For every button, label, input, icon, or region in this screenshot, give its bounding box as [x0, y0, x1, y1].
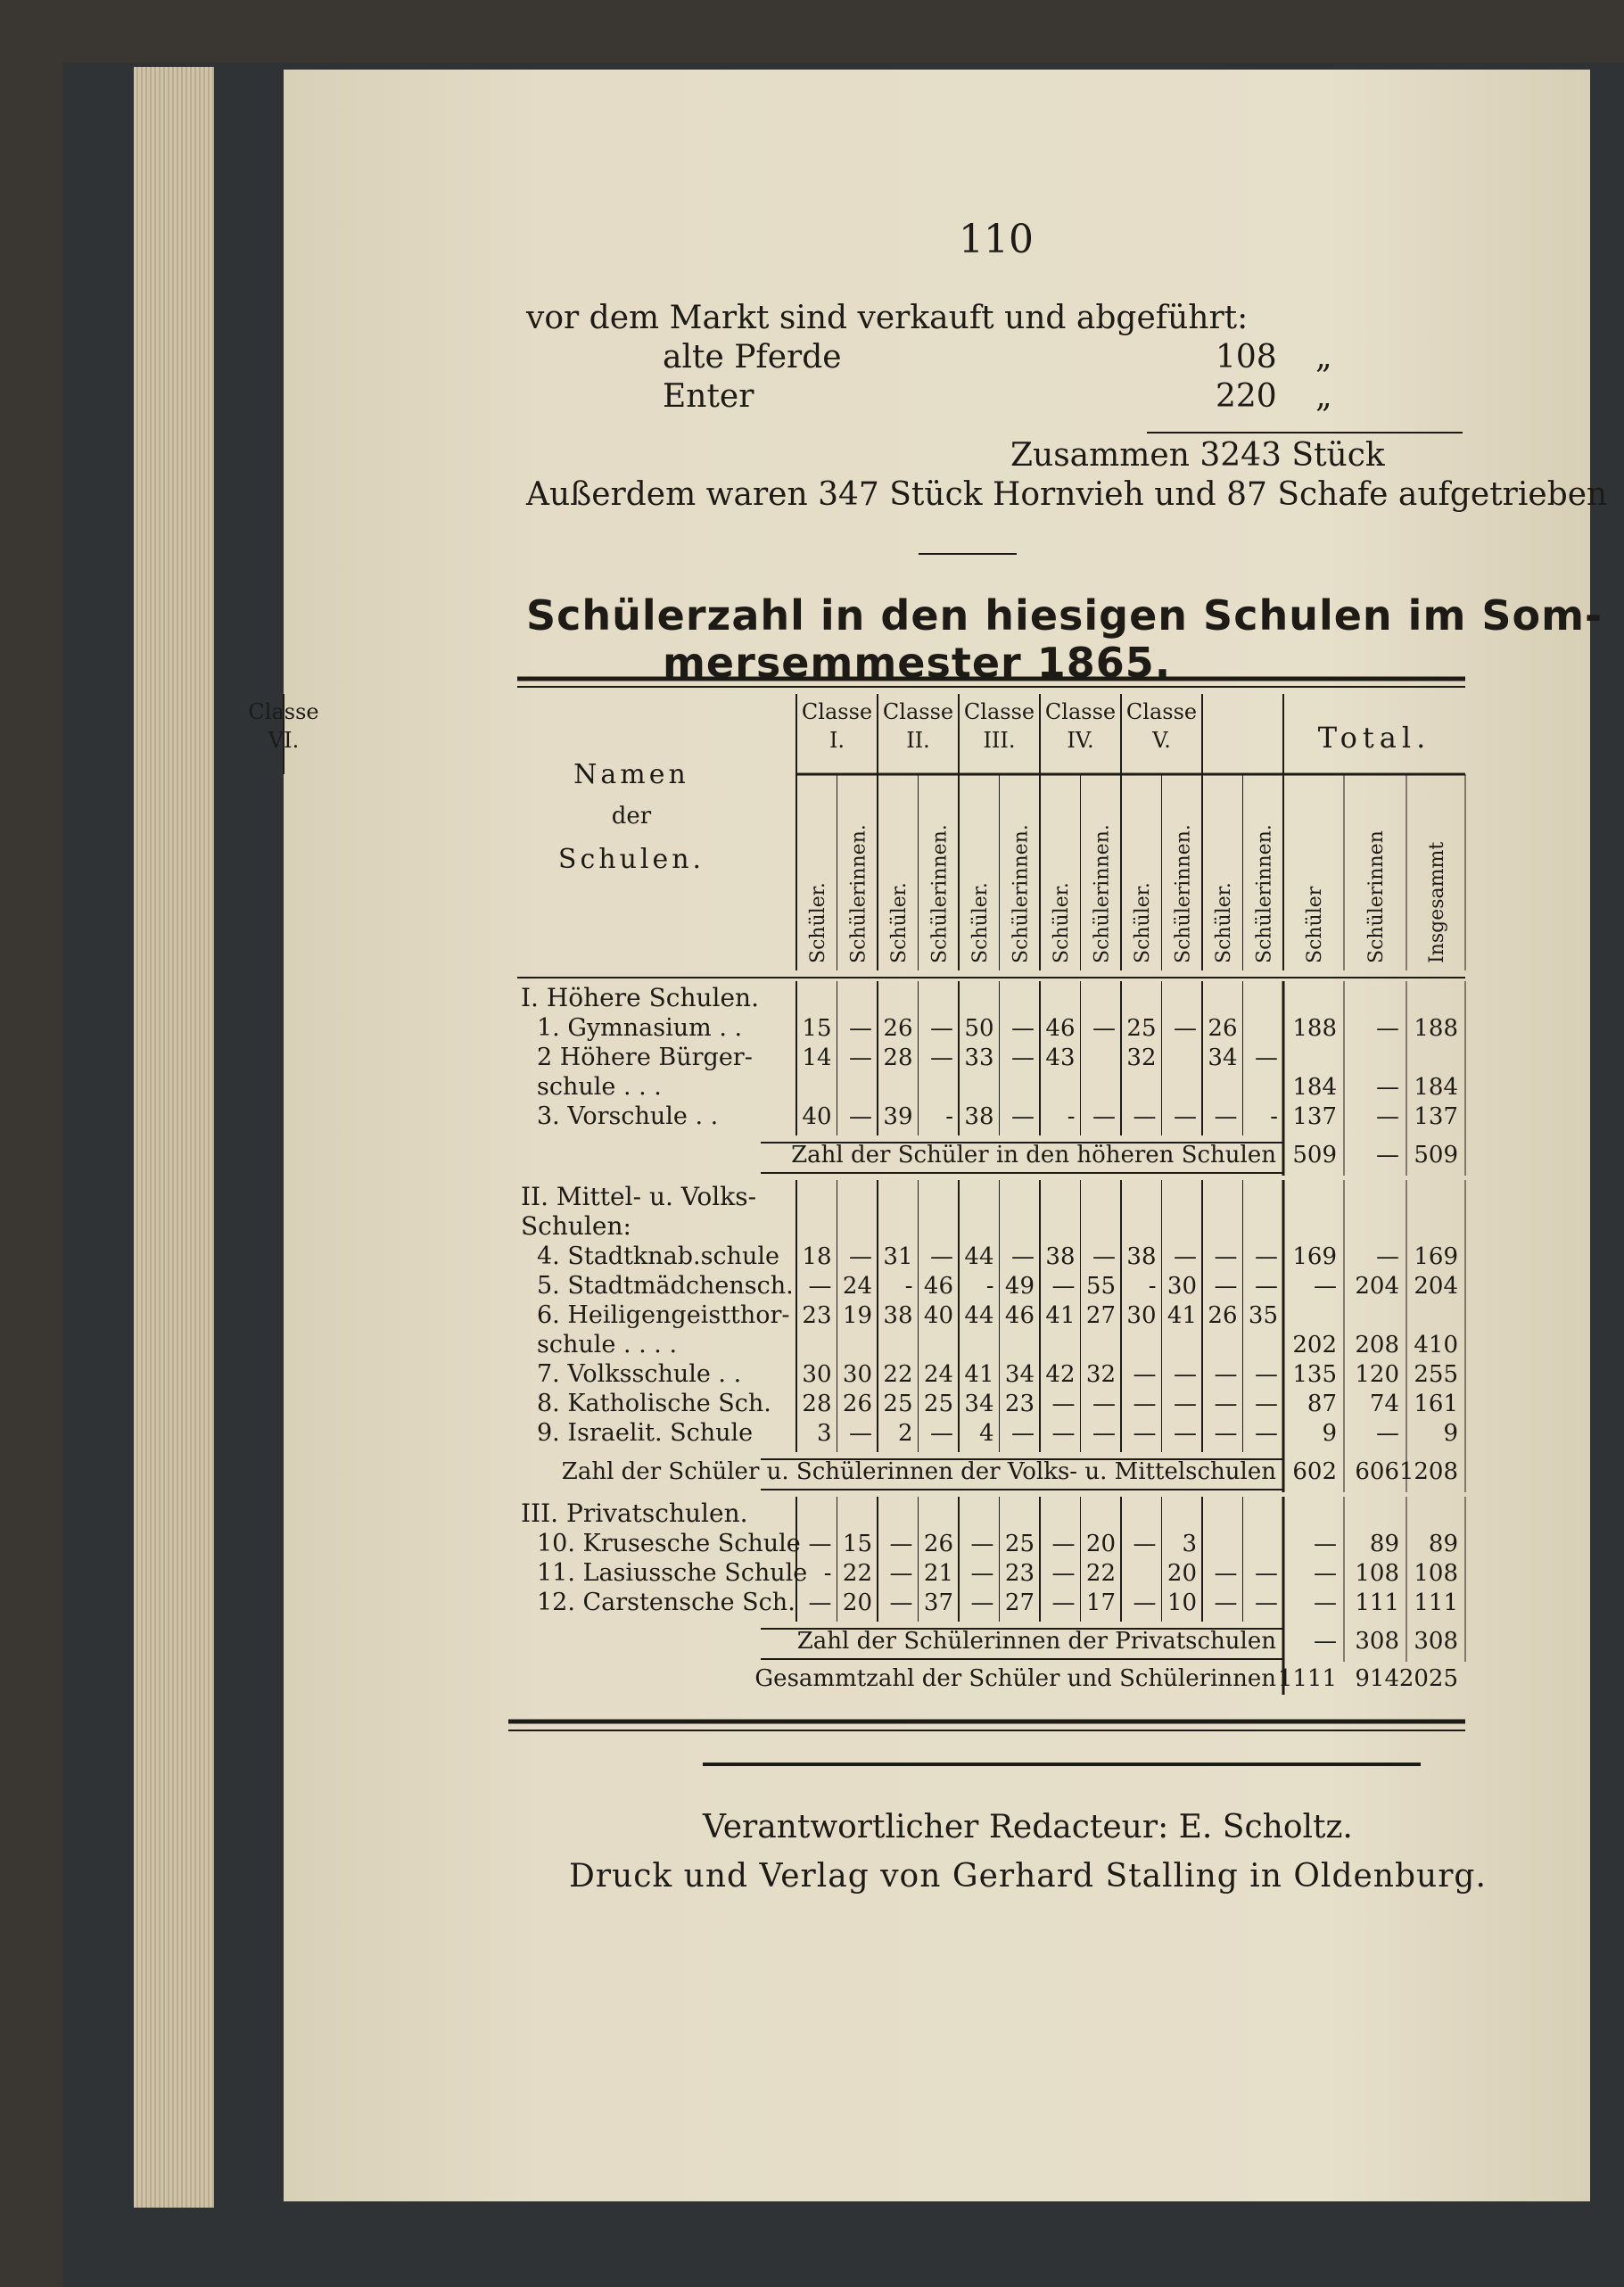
section-sum-total: — [1376, 1142, 1399, 1168]
total-count: 255 [1414, 1361, 1458, 1388]
total-count: 161 [1414, 1391, 1458, 1417]
class-count: 46 [1045, 1015, 1076, 1042]
sub-header: Schüler. [806, 882, 829, 963]
class-count: — [1133, 1589, 1157, 1616]
class-count: - [985, 1273, 994, 1300]
section-heading: III. Privatschulen. [521, 1499, 748, 1528]
market-row-label: Enter [663, 378, 754, 415]
class-count: — [849, 1420, 872, 1447]
class-count: 24 [842, 1273, 872, 1300]
total-sub-header: Schüler [1304, 886, 1326, 963]
class-count: — [1051, 1391, 1076, 1417]
total-count: — [1376, 1243, 1399, 1270]
section-heading: I. Höhere Schulen. [521, 983, 759, 1012]
class-count: — [1092, 1243, 1116, 1270]
class-count: — [1051, 1273, 1076, 1300]
class-count: 26 [1208, 1302, 1238, 1329]
school-name: 3. Vorschule . . [537, 1102, 719, 1130]
school-name: 2 Höhere Bürger- [537, 1044, 753, 1071]
class-count: 25 [1126, 1015, 1157, 1042]
school-name: 1. Gymnasium . . [537, 1014, 743, 1042]
class-count: — [1214, 1420, 1238, 1447]
total-sub-header: Schülerinnen [1365, 830, 1388, 963]
class-count: 21 [923, 1560, 953, 1587]
class-count: — [1051, 1589, 1076, 1616]
school-name: 8. Katholische Sch. [537, 1390, 771, 1417]
total-count: 208 [1355, 1332, 1399, 1358]
class-count: 39 [883, 1103, 913, 1130]
class-count: — [1255, 1420, 1278, 1447]
total-count: 9 [1322, 1420, 1337, 1447]
class-count: — [1133, 1361, 1157, 1388]
class-count: — [1011, 1044, 1035, 1071]
class-count: — [889, 1560, 913, 1587]
class-header-number: VI. [268, 728, 300, 753]
class-count: 46 [1004, 1302, 1035, 1329]
class-count: — [1174, 1243, 1197, 1270]
total-count: 108 [1414, 1560, 1458, 1587]
total-count: 202 [1292, 1332, 1337, 1358]
school-name: 9. Israelit. Schule [537, 1419, 754, 1447]
class-count: 35 [1248, 1302, 1278, 1329]
total-count: 137 [1414, 1103, 1458, 1130]
names-header: Namen [573, 759, 689, 790]
sub-header: Schülerinnen. [1172, 824, 1195, 963]
names-header: Schulen. [557, 844, 705, 875]
class-count: — [808, 1589, 832, 1616]
total-count: 111 [1414, 1589, 1458, 1616]
class-count: 20 [842, 1589, 872, 1616]
school-name: schule . . . [537, 1073, 662, 1101]
class-count: 33 [964, 1044, 994, 1071]
section-sum-label: Zahl der Schüler u. Schülerinnen der Volks- u. Mittelschulen [561, 1458, 1276, 1485]
grand-total-value: 2025 [1398, 1665, 1458, 1692]
total-count: — [1376, 1074, 1399, 1101]
class-count: - [1148, 1273, 1157, 1300]
class-count: 3 [1182, 1531, 1197, 1557]
class-count: 55 [1085, 1273, 1116, 1300]
class-count: — [1174, 1420, 1197, 1447]
class-count: — [1051, 1420, 1076, 1447]
class-count: — [1255, 1361, 1278, 1388]
sub-header: Schülerinnen. [847, 824, 870, 963]
class-count: — [930, 1420, 953, 1447]
class-count: — [1214, 1560, 1238, 1587]
class-count: — [1255, 1589, 1278, 1616]
class-count: 34 [1208, 1044, 1238, 1071]
class-count: — [1092, 1420, 1116, 1447]
class-count: — [1255, 1243, 1278, 1270]
class-count: - [945, 1103, 953, 1130]
class-count: 32 [1085, 1361, 1116, 1388]
class-count: — [808, 1531, 832, 1557]
section-sum-total: 606 [1355, 1458, 1399, 1485]
class-count: 44 [964, 1302, 994, 1329]
school-name: 7. Volksschule . . [537, 1360, 742, 1388]
school-name: 12. Carstensche Sch. [537, 1589, 796, 1616]
class-count: 41 [1166, 1302, 1197, 1329]
class-header: Classe [882, 699, 954, 724]
class-count: 38 [964, 1103, 994, 1130]
class-count: 38 [1045, 1243, 1076, 1270]
class-count: — [1214, 1243, 1238, 1270]
class-count: 42 [1045, 1361, 1076, 1388]
class-count: — [1011, 1103, 1035, 1130]
total-count: 74 [1369, 1391, 1399, 1417]
class-count: 15 [802, 1015, 832, 1042]
total-count: 169 [1414, 1243, 1458, 1270]
class-count: 30 [1166, 1273, 1197, 1300]
class-count: 28 [802, 1391, 832, 1417]
market-total: Zusammen 3243 Stück [1010, 437, 1385, 474]
class-count: — [1092, 1103, 1116, 1130]
class-count: - [1270, 1103, 1278, 1130]
class-count: 30 [802, 1361, 832, 1388]
market-row-label: alte Pferde [663, 339, 842, 376]
class-count: 26 [883, 1015, 913, 1042]
class-count: — [1255, 1044, 1278, 1071]
class-count: 32 [1126, 1044, 1157, 1071]
class-count: 26 [1208, 1015, 1238, 1042]
class-count: 28 [883, 1044, 913, 1071]
sub-header: Schülerinnen. [1253, 824, 1276, 963]
class-header: Classe [1125, 699, 1198, 724]
sub-header: Schüler. [969, 882, 992, 963]
class-count: 18 [802, 1243, 832, 1270]
class-count: 19 [842, 1302, 872, 1329]
total-count: 184 [1414, 1074, 1458, 1101]
total-count: 137 [1292, 1103, 1337, 1130]
class-header: Classe [1044, 699, 1117, 724]
class-count: 14 [802, 1044, 832, 1071]
sub-header: Schüler. [1212, 882, 1235, 963]
section-heading: II. Mittel- u. Volks- [521, 1182, 757, 1211]
class-count: 30 [1126, 1302, 1157, 1329]
page-edges [134, 67, 214, 2208]
class-count: — [970, 1560, 994, 1587]
class-header: Classe [801, 699, 873, 724]
class-count: - [823, 1560, 832, 1587]
class-header-number: I. [828, 728, 845, 753]
class-count: — [1255, 1391, 1278, 1417]
class-count: — [930, 1044, 953, 1071]
table-title-cont: mersemmester 1865. [663, 639, 1172, 687]
class-count: 43 [1045, 1044, 1076, 1071]
class-count: 4 [978, 1420, 994, 1447]
class-count: — [930, 1243, 953, 1270]
class-count: 20 [1085, 1531, 1116, 1557]
class-count: 44 [964, 1243, 994, 1270]
class-count: 30 [842, 1361, 872, 1388]
total-sub-header: Insgesammt [1426, 841, 1448, 963]
total-count: 204 [1414, 1273, 1458, 1300]
class-count: 3 [816, 1420, 832, 1447]
school-name: 5. Stadtmädchensch. [537, 1272, 794, 1300]
class-count: 22 [883, 1361, 913, 1388]
class-count: 26 [923, 1531, 953, 1557]
class-count: — [1214, 1273, 1238, 1300]
sub-header: Schülerinnen. [928, 824, 952, 963]
class-count: 25 [883, 1391, 913, 1417]
section-sum-total: 509 [1414, 1142, 1458, 1168]
class-count: — [1133, 1531, 1157, 1557]
sub-header: Schülerinnen. [1091, 824, 1114, 963]
class-count: — [1214, 1361, 1238, 1388]
total-count: 184 [1292, 1074, 1337, 1101]
total-count: 9 [1443, 1420, 1458, 1447]
class-count: 37 [923, 1589, 953, 1616]
class-count: — [1011, 1420, 1035, 1447]
class-count: — [1174, 1361, 1197, 1388]
school-name: 6. Heiligengeistthor- [537, 1301, 790, 1329]
class-count: 38 [1126, 1243, 1157, 1270]
class-header: Classe [248, 699, 319, 724]
total-count: 111 [1355, 1589, 1399, 1616]
section-sum-label: Zahl der Schüler in den höheren Schulen [791, 1142, 1276, 1168]
class-count: — [1174, 1103, 1197, 1130]
class-count: 24 [923, 1361, 953, 1388]
class-count: 27 [1085, 1302, 1116, 1329]
total-count: 108 [1355, 1560, 1399, 1587]
class-count: — [849, 1015, 872, 1042]
footer-editor: Verantwortlicher Redacteur: E. Scholtz. [703, 1809, 1353, 1845]
class-header-number: V. [1152, 728, 1171, 753]
class-count: — [849, 1243, 872, 1270]
class-count: 2 [897, 1420, 913, 1447]
market-intro: vor dem Markt sind verkauft und abgeführt: [526, 300, 1249, 336]
class-count: 34 [1004, 1361, 1035, 1388]
class-count: — [1214, 1391, 1238, 1417]
class-header-number: II. [906, 728, 930, 753]
class-count: — [1011, 1015, 1035, 1042]
sub-header: Schüler. [1050, 882, 1073, 963]
sub-header: Schüler. [887, 882, 911, 963]
market-row-unit: „ [1315, 339, 1332, 376]
class-count: — [849, 1103, 872, 1130]
class-count: 26 [842, 1391, 872, 1417]
book-page [248, 70, 1608, 2201]
total-count: 89 [1428, 1531, 1458, 1557]
section-heading: Schulen: [521, 1211, 631, 1241]
total-header: Total. [1317, 721, 1431, 755]
class-count: 10 [1166, 1589, 1197, 1616]
class-count: — [1174, 1015, 1197, 1042]
class-count: — [808, 1273, 832, 1300]
class-count: 15 [842, 1531, 872, 1557]
class-count: 17 [1085, 1589, 1116, 1616]
school-name: schule . . . . [537, 1331, 678, 1358]
class-count: — [889, 1531, 913, 1557]
class-count: — [1214, 1589, 1238, 1616]
class-count: 41 [964, 1361, 994, 1388]
class-count: — [1133, 1103, 1157, 1130]
class-count: — [970, 1531, 994, 1557]
total-count: — [1376, 1103, 1399, 1130]
market-extra: Außerdem waren 347 Stück Hornvieh und 87 Schafe aufgetrieben [526, 476, 1608, 513]
class-count: 46 [923, 1273, 953, 1300]
class-count: — [930, 1015, 953, 1042]
total-count: — [1314, 1273, 1337, 1300]
class-count: — [1214, 1103, 1238, 1130]
class-count: - [1067, 1103, 1076, 1130]
school-name: 11. Lasiussche Schule [537, 1559, 808, 1587]
class-count: 40 [923, 1302, 953, 1329]
class-count: 40 [802, 1103, 832, 1130]
class-count: 23 [1004, 1391, 1035, 1417]
total-count: — [1376, 1420, 1399, 1447]
class-count: — [1174, 1391, 1197, 1417]
market-row-value: 108 [1216, 339, 1277, 376]
total-count: 188 [1292, 1015, 1337, 1042]
total-count: 169 [1292, 1243, 1337, 1270]
total-count: — [1314, 1531, 1337, 1557]
class-count: — [849, 1044, 872, 1071]
total-count: 410 [1414, 1332, 1458, 1358]
section-sum-total: 1208 [1398, 1458, 1458, 1485]
class-count: — [1051, 1560, 1076, 1587]
class-count: 20 [1166, 1560, 1197, 1587]
total-count: — [1376, 1015, 1399, 1042]
footer-printer: Druck und Verlag von Gerhard Stalling in Oldenburg. [569, 1858, 1487, 1895]
section-sum-total: 308 [1414, 1628, 1458, 1655]
class-count: — [889, 1589, 913, 1616]
class-count: 22 [842, 1560, 872, 1587]
total-count: — [1314, 1560, 1337, 1587]
grand-total-value: 1111 [1277, 1665, 1337, 1692]
total-count: 204 [1355, 1273, 1399, 1300]
class-count: 23 [1004, 1560, 1035, 1587]
class-count: 34 [964, 1391, 994, 1417]
total-count: 135 [1292, 1361, 1337, 1388]
sub-header: Schüler. [1131, 882, 1154, 963]
section-sum-total: — [1314, 1628, 1337, 1655]
names-header: der [611, 803, 652, 830]
class-count: 25 [923, 1391, 953, 1417]
class-count: — [970, 1589, 994, 1616]
class-count: — [1133, 1420, 1157, 1447]
total-count: 120 [1355, 1361, 1399, 1388]
total-count: — [1314, 1589, 1337, 1616]
sub-header: Schülerinnen. [1010, 824, 1033, 963]
grand-total-label: Gesammtzahl der Schüler und Schülerinnen [754, 1665, 1276, 1692]
table-title: Schülerzahl in den hiesigen Schulen im Som- [526, 591, 1603, 640]
section-sum-total: 308 [1355, 1628, 1399, 1655]
class-count: — [1133, 1391, 1157, 1417]
market-row-unit: „ [1315, 378, 1332, 415]
class-count: 41 [1045, 1302, 1076, 1329]
class-count: — [1051, 1531, 1076, 1557]
class-header-number: III. [983, 728, 1016, 753]
class-count: 27 [1004, 1589, 1035, 1616]
grand-total-value: 914 [1355, 1665, 1399, 1692]
section-sum-label: Zahl der Schülerinnen der Privatschulen [796, 1628, 1276, 1655]
school-name: 10. Krusesche Schule [537, 1530, 801, 1557]
class-count: — [1255, 1560, 1278, 1587]
class-count: 22 [1085, 1560, 1116, 1587]
class-header: Classe [963, 699, 1035, 724]
class-count: — [1092, 1015, 1116, 1042]
class-count: — [1092, 1391, 1116, 1417]
total-count: 87 [1307, 1391, 1337, 1417]
page-number: 110 [959, 217, 1034, 262]
total-count: 188 [1414, 1015, 1458, 1042]
class-count: 23 [802, 1302, 832, 1329]
market-row-value: 220 [1216, 378, 1277, 415]
school-name: 4. Stadtknab.schule [537, 1243, 780, 1270]
total-count: 89 [1369, 1531, 1399, 1557]
section-sum-total: 602 [1292, 1458, 1337, 1485]
class-count: 49 [1004, 1273, 1035, 1300]
class-count: — [1255, 1273, 1278, 1300]
class-count: 50 [964, 1015, 994, 1042]
class-count: 31 [883, 1243, 913, 1270]
class-count: - [904, 1273, 913, 1300]
section-sum-total: 509 [1292, 1142, 1337, 1168]
class-header-number: IV. [1067, 728, 1094, 753]
class-count: — [1011, 1243, 1035, 1270]
class-count: 38 [883, 1302, 913, 1329]
class-count: 25 [1004, 1531, 1035, 1557]
